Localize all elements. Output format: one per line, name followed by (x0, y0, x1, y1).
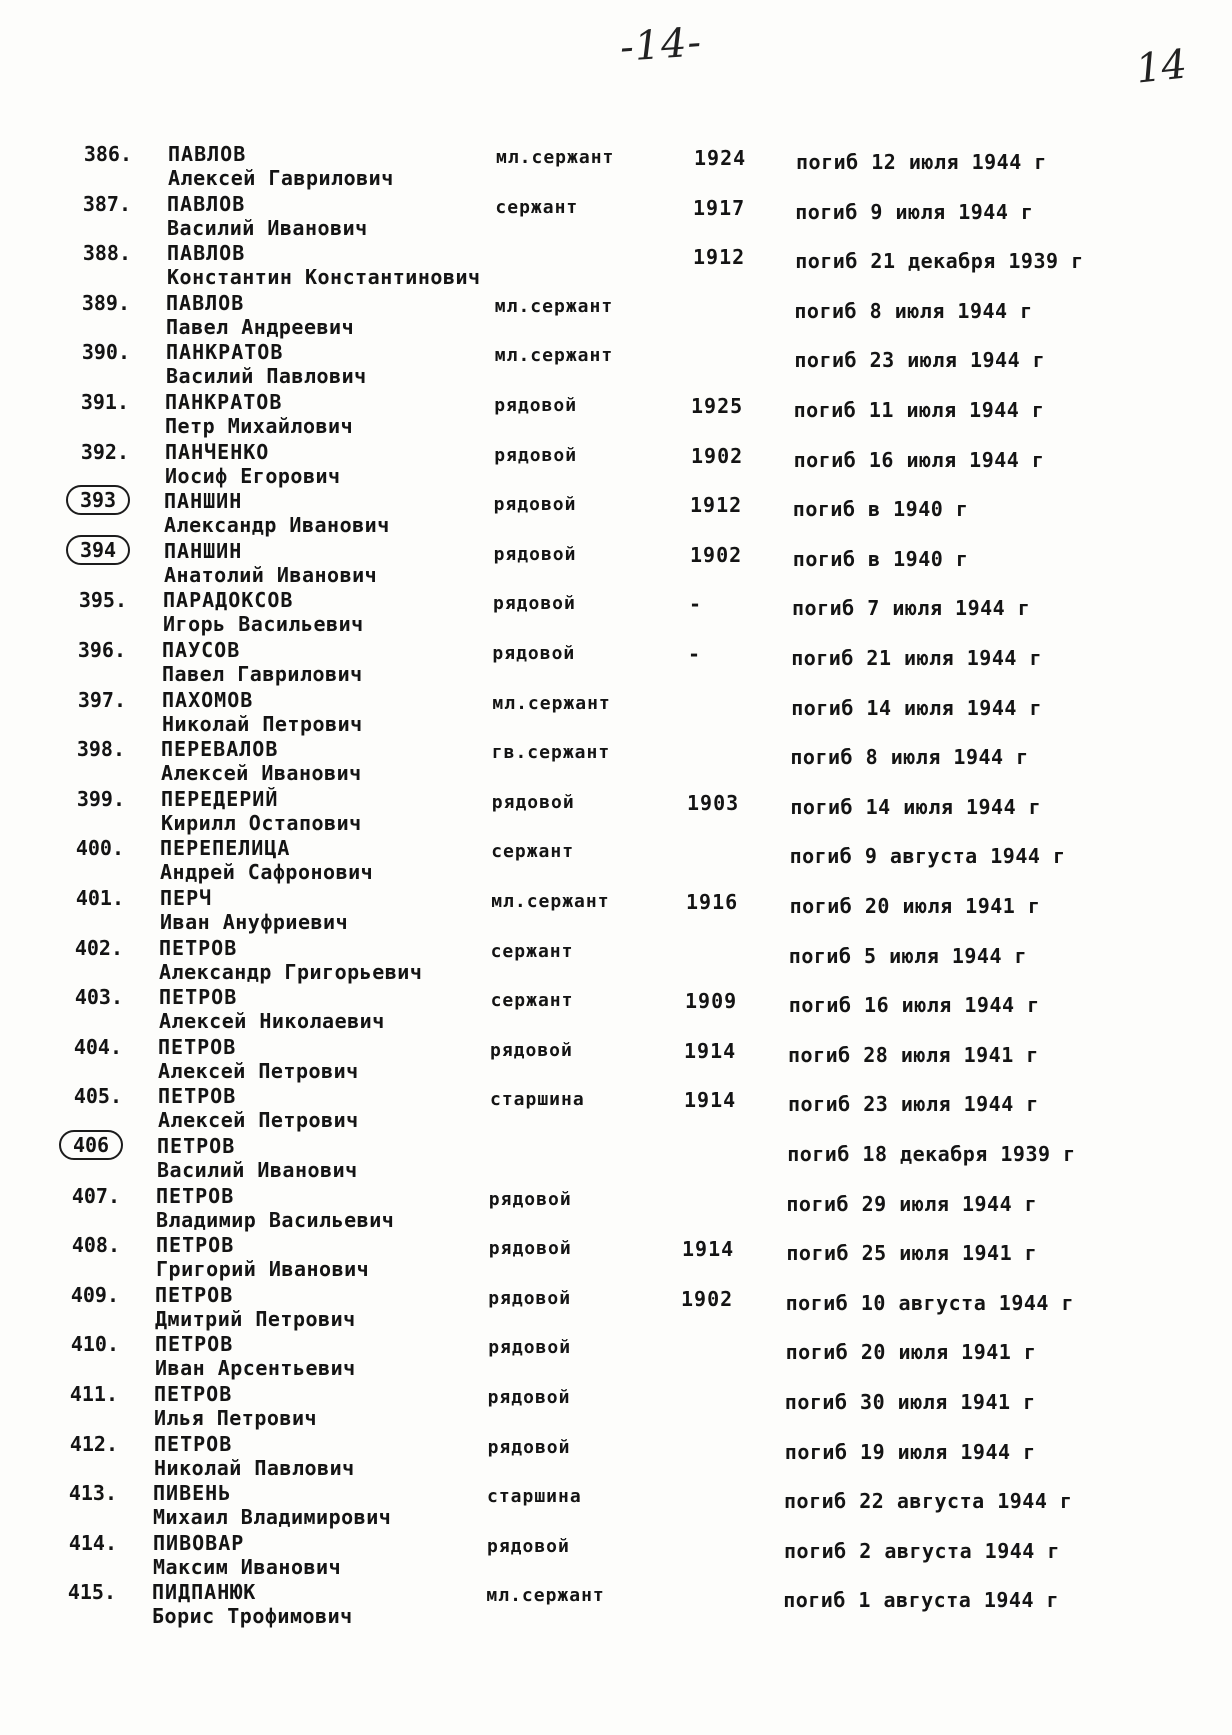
list-item (0, 1382, 1232, 1432)
entry-number: 410. (70, 1332, 119, 1356)
entry-rank: рядовой (490, 1040, 573, 1061)
entry-number: 409. (70, 1283, 119, 1307)
entry-birth-year: 1914 (684, 1088, 737, 1112)
list-item (0, 1432, 1232, 1482)
entry-surname: ПАВЛОВ (167, 241, 246, 265)
entry-number: 400. (75, 836, 124, 860)
list-item (0, 1481, 1232, 1531)
entry-surname: ПЕТРОВ (157, 1134, 236, 1158)
entry-surname: ПЕРЕВАЛОВ (161, 737, 279, 761)
entry-surname: ПЕТРОВ (154, 1382, 233, 1406)
entry-fate: погиб 14 июля 1944 г (790, 795, 1042, 819)
entry-number: 414. (68, 1531, 117, 1555)
entry-given-names: Алексей Иванович (161, 761, 362, 785)
list-item (0, 390, 1232, 440)
entry-fate: погиб 21 декабря 1939 г (795, 249, 1084, 273)
entry-rank: старшина (487, 1486, 582, 1507)
entry-birth-year: 1912 (693, 245, 746, 269)
list-item (0, 1531, 1232, 1581)
entry-rank: мл.сержант (486, 1585, 605, 1606)
list-item (0, 1035, 1232, 1085)
entry-fate: погиб 20 июля 1941 г (789, 894, 1041, 918)
entry-number: 407. (71, 1184, 120, 1208)
entry-rank: сержант (491, 841, 575, 862)
entry-surname: ПАНШИН (164, 489, 243, 513)
entry-given-names: Андрей Сафронович (160, 860, 374, 884)
entry-fate: погиб 30 июля 1941 г (784, 1390, 1036, 1414)
entry-given-names: Константин Константинович (167, 265, 481, 289)
entry-fate: погиб 11 июля 1944 г (793, 398, 1045, 422)
entry-given-names: Борис Трофимович (152, 1604, 353, 1628)
entry-surname: ПАХОМОВ (162, 688, 254, 712)
list-item (0, 1283, 1232, 1333)
entry-rank: рядовой (488, 1238, 572, 1259)
entry-given-names: Дмитрий Петрович (155, 1307, 356, 1331)
entry-rank: сержант (495, 197, 579, 218)
entry-number: 393 (66, 485, 130, 515)
entry-surname: ПЕРЕДЕРИЙ (161, 787, 279, 811)
entry-surname: ПАНЧЕНКО (165, 440, 270, 464)
list-item (0, 836, 1232, 886)
entry-fate: погиб 5 июля 1944 г (788, 944, 1028, 968)
entry-birth-year: - (689, 592, 703, 616)
entry-given-names: Кирилл Остапович (161, 811, 362, 835)
list-item (0, 1233, 1232, 1283)
entry-rank: сержант (490, 990, 574, 1011)
entry-rank: рядовой (488, 1337, 572, 1358)
list-item (0, 886, 1232, 936)
entry-surname: ПИДПАНЮК (152, 1580, 257, 1604)
entry-birth-year: - (688, 642, 702, 666)
entry-given-names: Николай Петрович (162, 712, 363, 736)
entry-number: 399. (76, 787, 125, 811)
entry-number: 405. (73, 1084, 122, 1108)
page-number-center: -14- (618, 19, 704, 71)
page-number-corner: 14 (1133, 41, 1190, 93)
list-item (0, 985, 1232, 1035)
list-item (0, 737, 1232, 787)
entry-rank: рядовой (493, 593, 576, 614)
entry-birth-year: 1917 (693, 196, 746, 220)
entry-surname: ПИВЕНЬ (153, 1481, 232, 1505)
entry-rank: мл.сержант (494, 296, 614, 317)
entry-number: 394 (66, 535, 130, 565)
entry-number: 388. (82, 241, 131, 265)
entry-surname: ПАНКРАТОВ (166, 340, 284, 364)
entry-fate: погиб в 1940 г (792, 497, 969, 521)
entry-rank: мл.сержант (496, 147, 615, 168)
entry-number: 386. (83, 142, 132, 166)
entry-number: 390. (81, 340, 130, 364)
list-item (0, 936, 1232, 986)
entry-birth-year: 1925 (691, 394, 744, 418)
entry-fate: погиб 23 июля 1944 г (788, 1092, 1039, 1116)
entry-fate: погиб 21 июля 1944 г (791, 646, 1043, 670)
entry-given-names: Владимир Васильевич (156, 1208, 395, 1232)
list-item (0, 489, 1232, 539)
entry-given-names: Максим Иванович (153, 1555, 342, 1579)
entry-number: 403. (74, 985, 123, 1009)
list-item (0, 539, 1232, 589)
entry-fate: погиб 8 июля 1944 г (794, 299, 1033, 323)
entry-surname: ПЕТРОВ (158, 1035, 237, 1059)
entry-fate: погиб 19 июля 1944 г (784, 1440, 1036, 1464)
entry-rank: рядовой (491, 792, 575, 813)
list-item (0, 340, 1232, 390)
entry-number: 412. (69, 1432, 118, 1456)
entry-rank: рядовой (493, 544, 577, 565)
entry-given-names: Василий Павлович (166, 364, 367, 388)
entry-given-names: Василий Иванович (157, 1158, 358, 1182)
entry-surname: ПАВЛОВ (168, 142, 247, 166)
entry-given-names: Алексей Петрович (158, 1059, 359, 1083)
entry-rank: сержант (490, 941, 574, 962)
entry-fate: погиб 7 июля 1944 г (792, 596, 1031, 620)
entry-surname: ПЕТРОВ (156, 1184, 235, 1208)
entry-surname: ПЕРЧ (160, 886, 213, 910)
list-item (0, 1134, 1232, 1184)
entry-rank: рядовой (488, 1189, 572, 1210)
entry-number: 398. (76, 737, 125, 761)
entry-number: 411. (69, 1382, 118, 1406)
entry-given-names: Иван Арсентьевич (155, 1356, 356, 1380)
entry-surname: ПЕТРОВ (155, 1332, 234, 1356)
entry-given-names: Павел Гаврилович (162, 662, 363, 686)
entry-rank: мл.сержант (494, 345, 614, 366)
entry-given-names: Алексей Гаврилович (168, 166, 394, 190)
entry-birth-year: 1924 (694, 146, 747, 170)
entry-given-names: Игорь Васильевич (163, 612, 364, 636)
entry-rank: старшина (490, 1089, 585, 1110)
entry-fate: погиб 8 июля 1944 г (790, 745, 1029, 769)
entry-number: 402. (74, 936, 123, 960)
entry-surname: ПАНШИН (164, 539, 243, 563)
entry-given-names: Илья Петрович (154, 1406, 318, 1430)
list-item (0, 291, 1232, 341)
entry-birth-year: 1914 (682, 1237, 735, 1261)
entry-fate: погиб 23 июля 1944 г (794, 348, 1046, 372)
entry-surname: ПЕТРОВ (159, 936, 238, 960)
entry-birth-year: 1902 (691, 444, 744, 468)
entry-birth-year: 1909 (685, 989, 738, 1013)
entry-fate: погиб 25 июля 1941 г (786, 1241, 1038, 1265)
entry-given-names: Александр Иванович (164, 513, 390, 537)
entry-surname: ПЕТРОВ (159, 985, 238, 1009)
entry-given-names: Петр Михайлович (165, 414, 354, 438)
entry-fate: погиб 12 июля 1944 г (796, 150, 1047, 174)
entry-fate: погиб 10 августа 1944 г (785, 1291, 1075, 1315)
entry-given-names: Иван Ануфриевич (160, 910, 349, 934)
entry-number: 396. (77, 638, 126, 662)
entry-fate: погиб 28 июля 1941 г (788, 1043, 1039, 1067)
list-item (0, 192, 1232, 242)
entry-rank: мл.сержант (491, 891, 610, 912)
entry-given-names: Алексей Николаевич (159, 1009, 385, 1033)
list-item (0, 241, 1232, 291)
entry-surname: ПАВЛОВ (166, 291, 245, 315)
entry-fate: погиб 20 июля 1941 г (785, 1340, 1037, 1364)
entry-fate: погиб 29 июля 1944 г (786, 1192, 1038, 1216)
entry-number: 413. (68, 1481, 117, 1505)
entry-surname: ПАНКРАТОВ (165, 390, 283, 414)
entry-fate: погиб 16 июля 1944 г (788, 993, 1040, 1017)
entry-rank: мл.сержант (492, 693, 611, 714)
entry-fate: погиб 22 августа 1944 г (784, 1489, 1073, 1513)
entry-number: 397. (77, 688, 126, 712)
list-item (0, 787, 1232, 837)
list-item (0, 638, 1232, 688)
entry-rank: рядовой (487, 1387, 571, 1408)
entry-fate: погиб 16 июля 1944 г (793, 448, 1045, 472)
entry-number: 406 (59, 1130, 123, 1160)
entry-fate: погиб 1 августа 1944 г (783, 1588, 1060, 1612)
entry-given-names: Николай Павлович (154, 1456, 355, 1480)
entry-fate: погиб 14 июля 1944 г (791, 696, 1043, 720)
entry-rank: рядовой (487, 1437, 571, 1458)
entry-rank: рядовой (494, 445, 578, 466)
entry-number: 387. (82, 192, 131, 216)
list-item (0, 142, 1232, 192)
entry-given-names: Михаил Владимирович (153, 1505, 392, 1529)
entry-given-names: Павел Андреевич (166, 315, 355, 339)
entry-surname: ПЕТРОВ (155, 1283, 234, 1307)
entry-surname: ПЕТРОВ (158, 1084, 237, 1108)
entry-number: 415. (67, 1580, 116, 1604)
entry-fate: погиб 18 декабря 1939 г (787, 1142, 1076, 1166)
entry-surname: ПЕРЕПЕЛИЦА (160, 836, 291, 860)
entry-birth-year: 1902 (681, 1287, 734, 1311)
entry-fate: погиб 2 августа 1944 г (784, 1539, 1060, 1563)
entry-surname: ПАВЛОВ (167, 192, 246, 216)
entry-number: 389. (81, 291, 130, 315)
list-item (0, 440, 1232, 490)
entry-given-names: Григорий Иванович (156, 1257, 370, 1281)
entry-number: 392. (80, 440, 129, 464)
entry-birth-year: 1914 (684, 1039, 737, 1063)
entry-rank: рядовой (493, 494, 577, 515)
entry-rank: гв.сержант (491, 742, 611, 763)
list-item (0, 588, 1232, 638)
entry-birth-year: 1916 (686, 890, 739, 914)
entry-birth-year: 1903 (687, 791, 740, 815)
entry-surname: ПАУСОВ (162, 638, 241, 662)
entry-number: 395. (78, 588, 127, 612)
entry-rank: рядовой (492, 643, 576, 664)
entry-rank: рядовой (487, 1536, 570, 1557)
entry-rank: рядовой (488, 1288, 572, 1309)
list-item (0, 1084, 1232, 1134)
entry-given-names: Василий Иванович (167, 216, 368, 240)
entry-surname: ПАРАДОКСОВ (163, 588, 294, 612)
list-item (0, 688, 1232, 738)
entry-surname: ПИВОВАР (153, 1531, 245, 1555)
entry-birth-year: 1912 (690, 493, 743, 517)
entry-given-names: Александр Григорьевич (159, 960, 423, 984)
entry-number: 401. (75, 886, 124, 910)
entry-fate: погиб 9 августа 1944 г (789, 844, 1066, 868)
entry-surname: ПЕТРОВ (154, 1432, 233, 1456)
entry-surname: ПЕТРОВ (156, 1233, 235, 1257)
entry-fate: погиб в 1940 г (792, 547, 969, 571)
list-item (0, 1580, 1232, 1630)
list-item (0, 1332, 1232, 1382)
list-item (0, 1184, 1232, 1234)
entry-number: 391. (80, 390, 129, 414)
entry-given-names: Алексей Петрович (158, 1108, 359, 1132)
entry-given-names: Анатолий Иванович (164, 563, 378, 587)
entry-birth-year: 1902 (690, 543, 743, 567)
entry-number: 408. (71, 1233, 120, 1257)
entry-given-names: Иосиф Егорович (165, 464, 341, 488)
entry-rank: рядовой (494, 395, 578, 416)
entry-number: 404. (73, 1035, 122, 1059)
entry-fate: погиб 9 июля 1944 г (795, 200, 1034, 224)
